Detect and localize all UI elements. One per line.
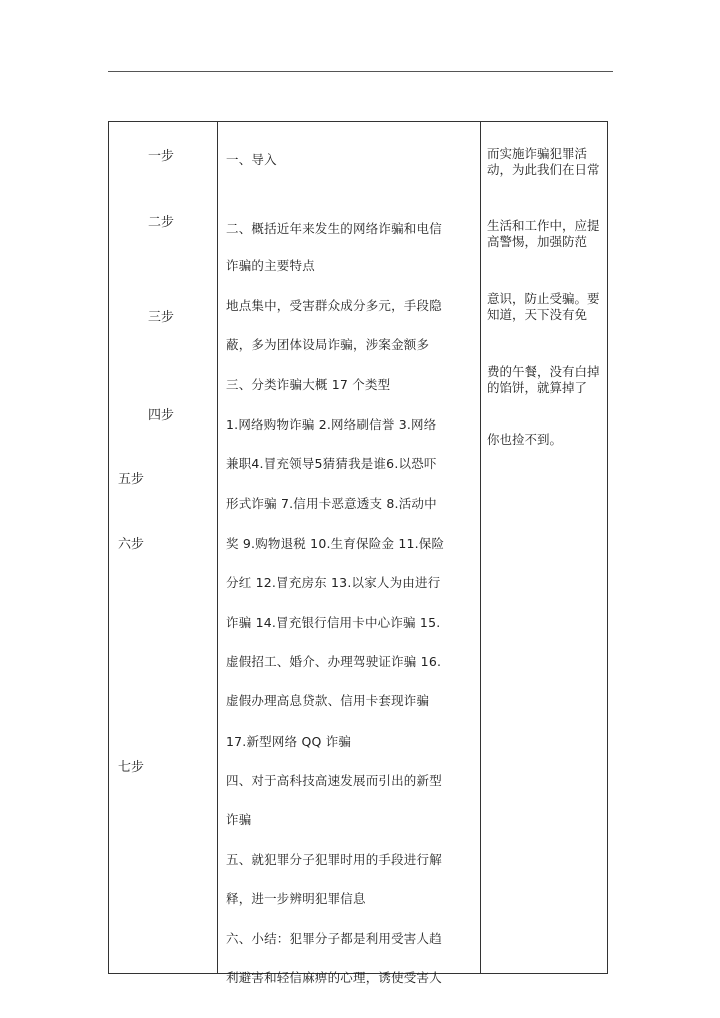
content-line: 一、导入 <box>226 152 277 167</box>
step-label: 五步 <box>118 472 145 487</box>
note-text: 生活和工作中，应提高警惕，加强防范 <box>487 218 600 249</box>
column-divider <box>217 121 218 974</box>
content-line: 诈骗的主要特点 <box>226 258 315 273</box>
column-divider <box>480 121 481 974</box>
content-line: 兼职4.冒充领导5猜猜我是谁6.以恐吓 <box>226 456 437 471</box>
step-label: 一步 <box>148 149 175 164</box>
step-label: 三步 <box>148 310 175 325</box>
content-line: 四、对于高科技高速发展而引出的新型 <box>226 773 442 788</box>
step-label: 六步 <box>118 537 145 552</box>
note-text: 你也捡不到。 <box>487 432 563 447</box>
note-text: 费的午餐，没有白掉的馅饼，就算掉了 <box>487 364 600 395</box>
content-line: 五、就犯罪分子犯罪时用的手段进行解 <box>226 852 442 867</box>
content-line: 诈骗 <box>226 812 252 827</box>
content-line: 诈骗 14.冒充银行信用卡中心诈骗 15. <box>226 615 441 630</box>
content-line: 1.网络购物诈骗 2.网络刷信誉 3.网络 <box>226 417 437 432</box>
content-line: 六、小结：犯罪分子都是利用受害人趋 <box>226 931 442 946</box>
content-line: 虚假办理高息贷款、信用卡套现诈骗 <box>226 693 430 708</box>
content-line: 释，进一步辨明犯罪信息 <box>226 891 366 906</box>
content-line: 三、分类诈骗大概 17 个类型 <box>226 377 391 392</box>
content-line: 利避害和轻信麻痹的心理，诱使受害人 <box>226 970 442 985</box>
content-line: 虚假招工、婚介、办理驾驶证诈骗 16. <box>226 654 442 669</box>
header-rule <box>108 71 613 72</box>
content-line: 奖 9.购物退税 10.生育保险金 11.保险 <box>226 536 445 551</box>
content-line: 形式诈骗 7.信用卡恶意透支 8.活动中 <box>226 496 437 511</box>
content-line: 17.新型网络 QQ 诈骗 <box>226 734 352 749</box>
step-label: 七步 <box>118 760 145 775</box>
content-line: 二、概括近年来发生的网络诈骗和电信 <box>226 221 442 236</box>
note-text: 意识，防止受骗。要知道，天下没有免 <box>487 291 600 322</box>
content-line: 分红 12.冒充房东 13.以家人为由进行 <box>226 575 441 590</box>
content-line: 蔽，多为团体设局诈骗，涉案金额多 <box>226 337 430 352</box>
content-line: 地点集中，受害群众成分多元，手段隐 <box>226 298 442 313</box>
step-label: 二步 <box>148 215 175 230</box>
step-label: 四步 <box>148 408 175 423</box>
note-text: 而实施诈骗犯罪活动，为此我们在日常 <box>487 146 600 177</box>
